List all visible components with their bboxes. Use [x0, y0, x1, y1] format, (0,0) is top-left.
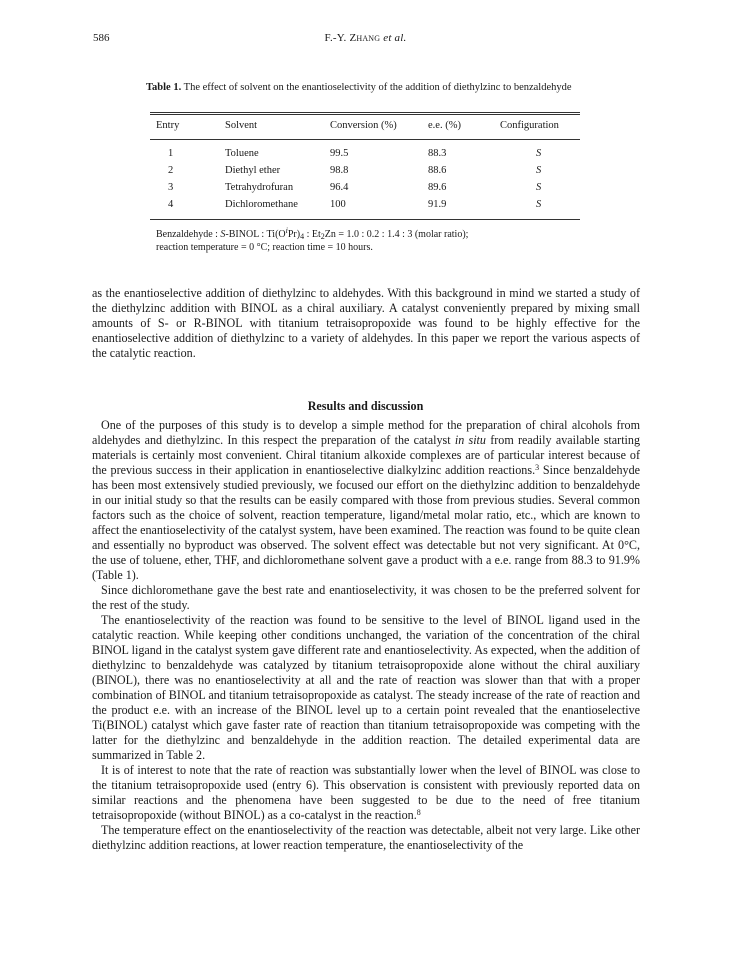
table-cell: 96.4	[330, 182, 349, 193]
header-solvent: Solvent	[225, 120, 258, 131]
paragraph-2: Since dichloromethane gave the best rate and enantioselectivity, it was chosen to be the preferred solvent for the rest of the study.	[92, 583, 640, 612]
table-cell: 3	[168, 182, 174, 193]
table-caption	[146, 82, 572, 93]
page-number: 586	[93, 32, 110, 44]
table-cell: 98.8	[330, 165, 349, 176]
paragraph-3: The enantioselectivity of the reaction was found to be sensitive to the level of BINOL ligand used in the catalytic reaction. While keeping other conditions unchanged, the variation of the concentration of the chiral BINOL ligand in the catalyst system gave different rate and enantioselectivity. As expected, when the addition of diethylzinc to benzaldehyde was catalyzed by titanium tetraisopropoxide alone without the chiral auxiliary (BINOL), there was no enantioselectivity at all and the rate of reaction was slower than that with a proper combination of BINOL and titanium tetraisopropoxide as catalyst. The steady increase of the rate of reaction and the product e.e. with an increase of the BINOL level up to a certain point revealed that the enantioselective Ti(BINOL) catalyst which gave faster rate of reaction than titanium tetraisopropoxide was competing with the latter for the diethylzinc and benzaldehyde in the addition reaction. The detailed experimental data are summarized in Table 2.	[92, 613, 640, 762]
header-ee: e.e. (%)	[428, 120, 461, 131]
table-cell: S	[536, 165, 542, 176]
table-cell: 88.6	[428, 165, 447, 176]
header-entry: Entry	[156, 120, 180, 131]
table-cell: 99.5	[330, 148, 349, 159]
table-cell: 91.9	[428, 199, 447, 210]
table-cell: Dichloromethane	[225, 199, 298, 210]
table-cell: 1	[168, 148, 174, 159]
table-caption-text: The effect of solvent on the enantioselectivity of the addition of diethylzinc to benzaldehyde	[183, 82, 572, 93]
table-cell: 4	[168, 199, 174, 210]
table-footnote	[156, 228, 468, 254]
table-cell: Tetrahydrofuran	[225, 182, 294, 193]
section-heading: Results and discussion	[307, 399, 424, 413]
table-cell: 89.6	[428, 182, 447, 193]
table-cell: 88.3	[428, 148, 447, 159]
header-conversion: Conversion (%)	[330, 120, 397, 131]
header-configuration: Configuration	[500, 120, 559, 131]
running-head: F.-Y. Zhang et al.	[324, 32, 407, 44]
footnote-line-2: reaction temperature = 0 °C; reaction time = 10 hours.	[156, 242, 373, 253]
author-surname: Zhang	[349, 32, 381, 44]
footnote-line-1: Benzaldehyde : S-BINOL : $Ti(O^iPr)_4$ : $Et_2Zn = 1.0$ : 0.2 : 1.4 : 3 (molar ratio);	[156, 226, 469, 241]
table-cell: S	[536, 199, 542, 210]
table-cell: 100	[330, 199, 346, 210]
paragraph-5: The temperature effect on the enantioselectivity of the reaction was detectable, albeit not very large. Like other diethylzinc addition reactions, at lower reaction temperature, the enantioselectivity of the	[92, 823, 640, 852]
table-cell: Toluene	[225, 148, 259, 159]
paragraph-1: One of the purposes of this study is to develop a simple method for the preparation of chiral alcohols from aldehydes and diethylzinc. In this respect the preparation of the catalyst in situ from readily available starting materials is certainly most convenient. Chiral titanium alkoxide complexes are of particular interest because of the previous success in their application in enantioselective dialkylzinc addition reactions.$^3$ Since benzaldehyde has been most extensively studied previously, we focused our effort on the diethylzinc addition to benzaldehyde in our initial study so that the results can be easily compared with those from previous studies. Several common factors such as the choice of solvent, reaction temperature, ligand/metal molar ratio, etc., which are known to affect the enantioselectivity of the catalyst system, have been examined. The reaction was found to be quite clean and essentially no byproduct was observed. The solvent effect was detectable but not very significant. At 0°C, the use of toluene, ether, THF, and dichloromethane solvent gave a product with a e.e. range from 88.3 to 91.9% (Table 1).	[92, 418, 641, 582]
table-cell: Diethyl ether	[225, 165, 281, 176]
table-cell: S	[536, 182, 542, 193]
paragraph-4: It is of interest to note that the rate of reaction was substantially lower when the level of BINOL was close to the titanium tetraisopropoxide used (entry 6). This observation is consistent with previously reported data on similar reactions and the phenomena have been suggested to be due to the need of free titanium tetraisopropoxide (without BINOL) as a co-catalyst in the reaction.$^8$	[92, 763, 640, 822]
table-cell: 2	[168, 165, 174, 176]
intro-paragraph: as the enantioselective addition of diethylzinc to aldehydes. With this background in mind we started a study of the diethylzinc addition with BINOL as a chiral auxiliary. A catalyst conveniently prepared by mixing small amounts of S- or R-BINOL with titanium tetraisopropoxide was found to be highly effective for the enantioselective addition of diethylzinc to a variety of aldehydes. In this paper we report the various aspects of the catalytic reaction.	[92, 286, 640, 360]
table-cell: S	[536, 148, 542, 159]
results-text	[92, 418, 640, 853]
table-label: Table 1.	[146, 82, 182, 93]
